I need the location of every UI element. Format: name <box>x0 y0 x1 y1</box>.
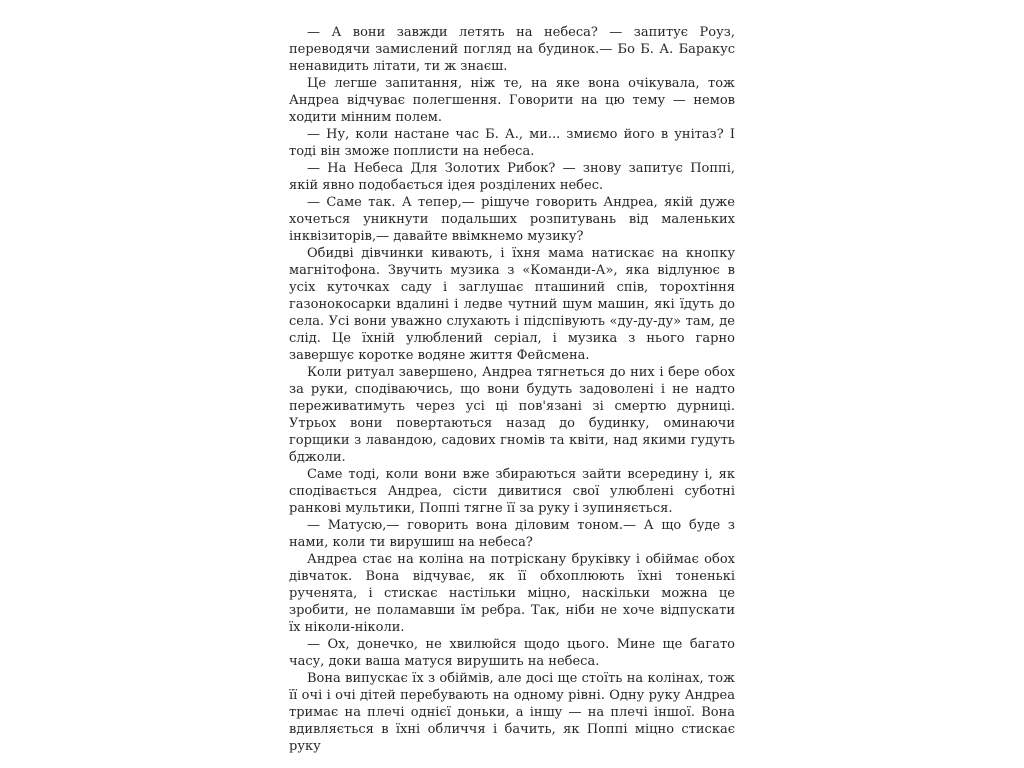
paragraph: Обидві дівчинки кивають, і їхня мама натискає на кнопку магнітофона. Звучить музика з «Команди-А», яка відлунює в усіх куточках саду і заглушає пташиний спів, торохтіння газонокосарки вдалині і ледве чутний шум машин, які їдуть до села. Усі вони уважно слухають і підспівують «ду-ду-ду» там, де слід. Це їхній улюблений серіал, і музика з нього гарно завершує коротке водяне життя Фейсмена. <box>289 246 735 363</box>
paragraph: Саме тоді, коли вони вже збираються зайти всередину і, як сподівається Андреа, сісти дивитися свої улюблені суботні ранкові мультики, Поппі тягне її за руку і зупиняється. <box>289 467 735 516</box>
paragraph: Це легше запитання, ніж те, на яке вона очікувала, тож Андреа відчуває полегшення. Говорити на цю тему — немов ходити мінним полем. <box>289 76 735 125</box>
paragraph: Коли ритуал завершено, Андреа тягнеться до них і бере обох за руки, сподіваючись, що вони будуть задоволені і не надто переживатимуть через усі ці пов'язані зі смертю дурниці. Утрьох вони повертаються назад до будинку, оминаючи горщики з лавандою, садових гномів та квіти, над якими гудуть бджоли. <box>289 365 735 465</box>
book-page <box>289 24 735 755</box>
paragraph: — Матусю,— говорить вона діловим тоном.— А що буде з нами, коли ти вирушиш на небеса? <box>289 518 735 550</box>
paragraph: Вона випускає їх з обіймів, але досі ще стоїть на колінах, тож її очі і очі дітей перебувають на одному рівні. Одну руку Андреа тримає на плечі однієї доньки, а іншу — на плечі іншої. Вона вдивляється в їхні обличчя і бачить, як Поппі міцно стискає руку <box>289 671 735 754</box>
paragraph: — На Небеса Для Золотих Рибок? — знову запитує Поппі, якій явно подобається ідея розділених небес. <box>289 161 735 193</box>
paragraph: — Ох, донечко, не хвилюйся щодо цього. Мине ще багато часу, доки ваша матуся вирушить на небеса. <box>289 637 735 669</box>
paragraph: — А вони завжди летять на небеса? — запитує Роуз, переводячи замислений погляд на будинок.— Бо Б. А. Баракус ненавидить літати, ти ж знаєш. <box>289 25 735 74</box>
paragraph: Андреа стає на коліна на потріскану бруківку і обіймає обох дівчаток. Вона відчуває, як її обхоплюють їхні тоненькі рученята, і стискає настільки міцно, наскільки можна це зробити, не поламавши їм ребра. Так, ніби не хоче відпускати їх ніколи-ніколи. <box>289 552 735 635</box>
paragraph: — Ну, коли настане час Б. А., ми... змиємо його в унітаз? І тоді він зможе поплисти на небеса. <box>289 127 735 159</box>
paragraph: — Саме так. А тепер,— рішуче говорить Андреа, якій дуже хочеться уникнути подальших розпитувань від маленьких інквізиторів,— давайте ввімкнемо музику? <box>289 195 735 244</box>
